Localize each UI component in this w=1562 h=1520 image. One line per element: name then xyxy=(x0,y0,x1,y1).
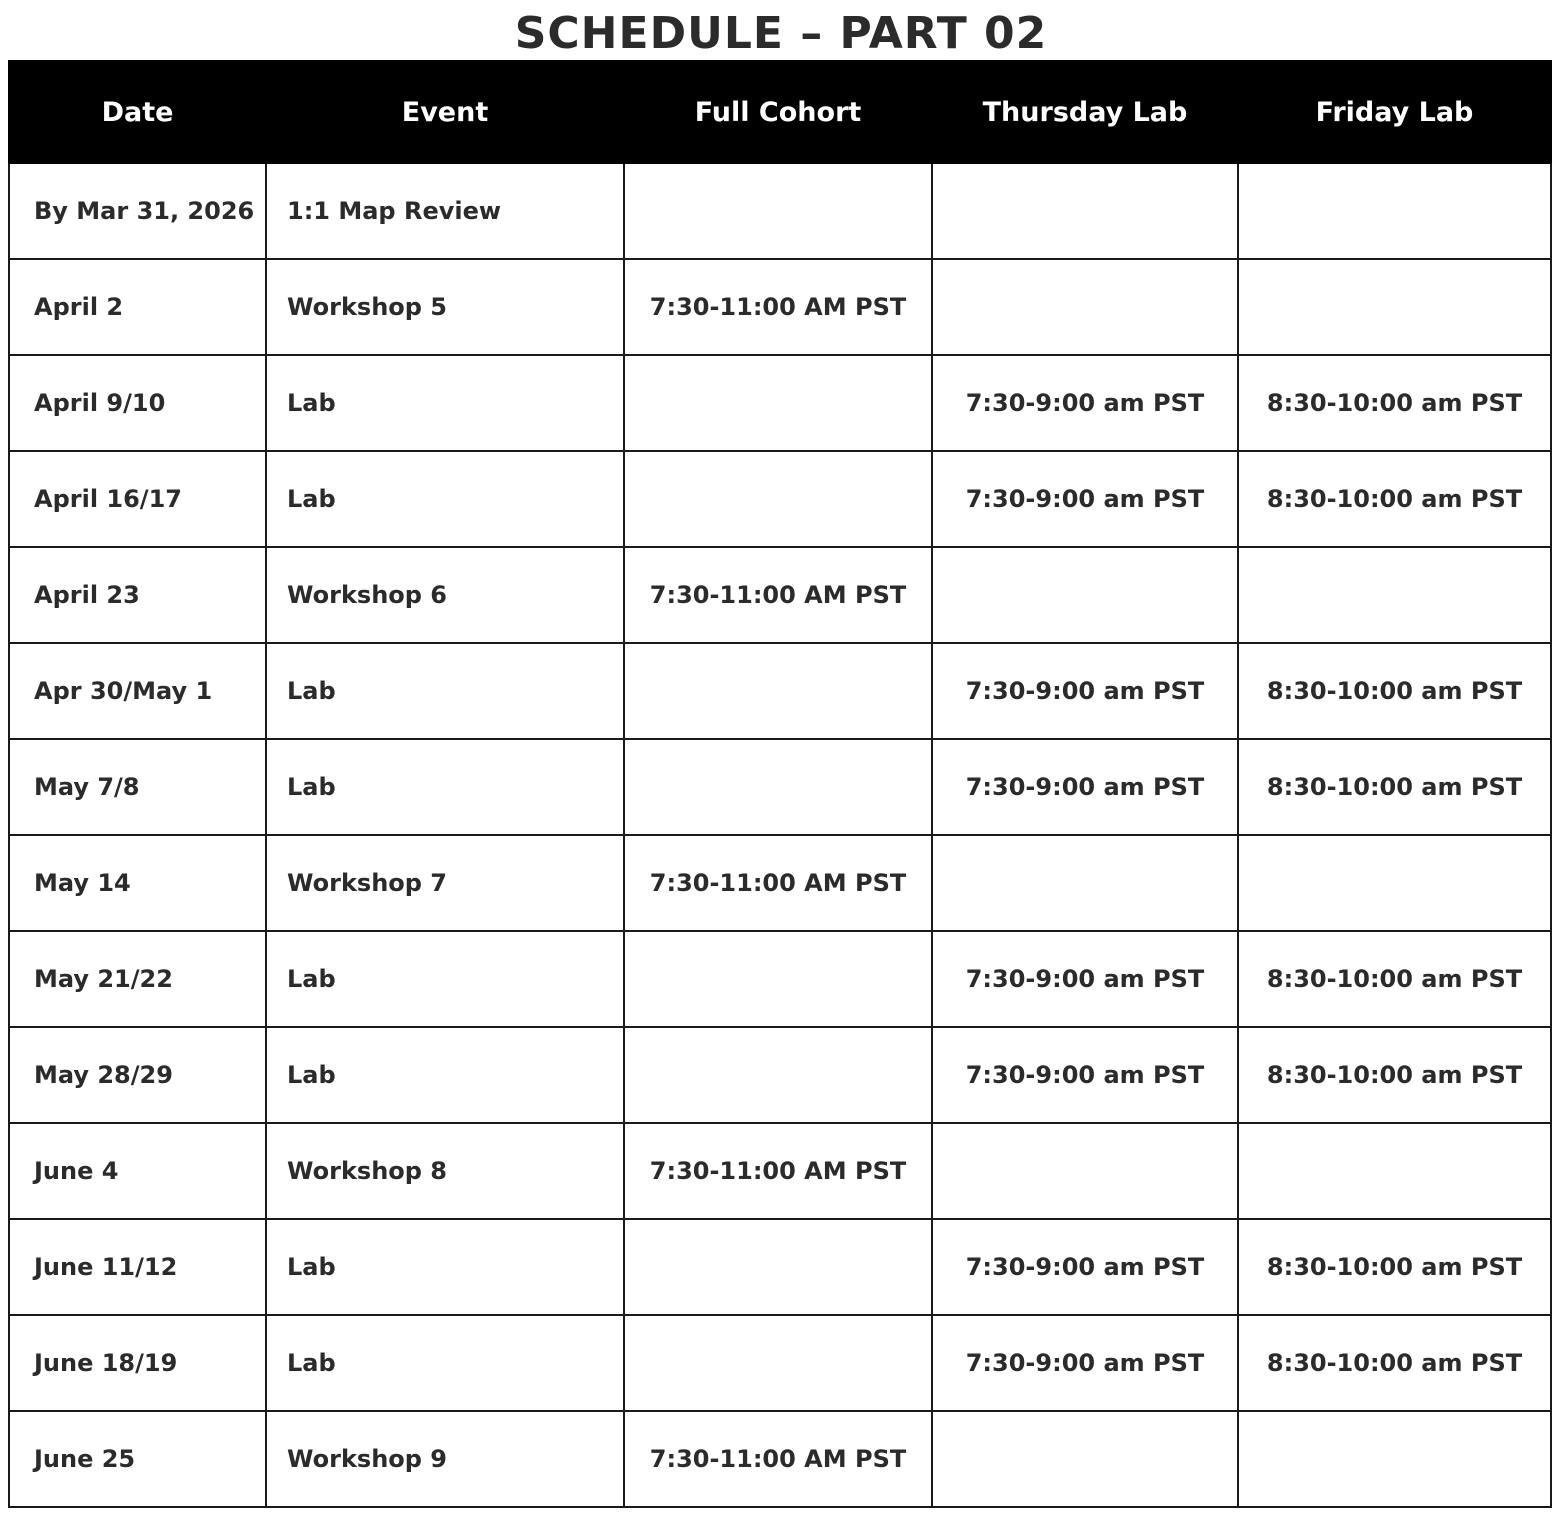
full-cohort-cell xyxy=(624,1027,932,1123)
thursday-lab-cell: 7:30-9:00 am PST xyxy=(932,355,1238,451)
friday-lab-cell: 8:30-10:00 am PST xyxy=(1238,1219,1551,1315)
thursday-lab-cell xyxy=(932,835,1238,931)
header-row xyxy=(9,61,1551,163)
full-cohort-cell: 7:30-11:00 AM PST xyxy=(624,1411,932,1507)
event-cell: Lab xyxy=(266,643,624,739)
table-row xyxy=(9,1219,1551,1315)
date-cell: June 25 xyxy=(9,1411,266,1507)
thursday-lab-cell xyxy=(932,259,1238,355)
table-row xyxy=(9,1027,1551,1123)
date-cell: June 11/12 xyxy=(9,1219,266,1315)
date-cell: June 18/19 xyxy=(9,1315,266,1411)
event-cell: Lab xyxy=(266,451,624,547)
table-row xyxy=(9,739,1551,835)
friday-lab-cell xyxy=(1238,547,1551,643)
event-cell: Lab xyxy=(266,1315,624,1411)
table-row xyxy=(9,451,1551,547)
event-cell: Workshop 6 xyxy=(266,547,624,643)
table-row xyxy=(9,931,1551,1027)
date-cell: June 4 xyxy=(9,1123,266,1219)
friday-lab-cell: 8:30-10:00 am PST xyxy=(1238,643,1551,739)
date-cell: May 28/29 xyxy=(9,1027,266,1123)
thursday-lab-cell: 7:30-9:00 am PST xyxy=(932,931,1238,1027)
column-header-date: Date xyxy=(9,61,266,163)
column-header-event: Event xyxy=(266,61,624,163)
full-cohort-cell xyxy=(624,163,932,259)
page-title: SCHEDULE – PART 02 xyxy=(514,8,1048,59)
event-cell: Workshop 5 xyxy=(266,259,624,355)
table-row xyxy=(9,547,1551,643)
friday-lab-cell: 8:30-10:00 am PST xyxy=(1238,1315,1551,1411)
friday-lab-cell: 8:30-10:00 am PST xyxy=(1238,739,1551,835)
date-cell: Apr 30/May 1 xyxy=(9,643,266,739)
event-cell: Workshop 7 xyxy=(266,835,624,931)
event-cell: Lab xyxy=(266,931,624,1027)
thursday-lab-cell xyxy=(932,1123,1238,1219)
thursday-lab-cell: 7:30-9:00 am PST xyxy=(932,643,1238,739)
column-header-friday-lab: Friday Lab xyxy=(1238,61,1551,163)
column-header-full-cohort: Full Cohort xyxy=(624,61,932,163)
thursday-lab-cell xyxy=(932,1411,1238,1507)
schedule-table xyxy=(8,60,1552,1508)
full-cohort-cell xyxy=(624,451,932,547)
full-cohort-cell xyxy=(624,1219,932,1315)
friday-lab-cell xyxy=(1238,1123,1551,1219)
event-cell: Lab xyxy=(266,1027,624,1123)
date-cell: May 7/8 xyxy=(9,739,266,835)
thursday-lab-cell: 7:30-9:00 am PST xyxy=(932,451,1238,547)
table-row xyxy=(9,163,1551,259)
table-row xyxy=(9,259,1551,355)
table-row xyxy=(9,1411,1551,1507)
friday-lab-cell: 8:30-10:00 am PST xyxy=(1238,451,1551,547)
full-cohort-cell xyxy=(624,355,932,451)
event-cell: Workshop 8 xyxy=(266,1123,624,1219)
event-cell: Workshop 9 xyxy=(266,1411,624,1507)
thursday-lab-cell: 7:30-9:00 am PST xyxy=(932,1315,1238,1411)
date-cell: April 2 xyxy=(9,259,266,355)
full-cohort-cell xyxy=(624,739,932,835)
date-cell: April 9/10 xyxy=(9,355,266,451)
friday-lab-cell: 8:30-10:00 am PST xyxy=(1238,355,1551,451)
full-cohort-cell: 7:30-11:00 AM PST xyxy=(624,259,932,355)
friday-lab-cell xyxy=(1238,259,1551,355)
full-cohort-cell: 7:30-11:00 AM PST xyxy=(624,835,932,931)
friday-lab-cell: 8:30-10:00 am PST xyxy=(1238,1027,1551,1123)
event-cell: Lab xyxy=(266,739,624,835)
full-cohort-cell xyxy=(624,931,932,1027)
table-row xyxy=(9,355,1551,451)
thursday-lab-cell: 7:30-9:00 am PST xyxy=(932,1219,1238,1315)
event-cell: Lab xyxy=(266,355,624,451)
event-cell: 1:1 Map Review xyxy=(266,163,624,259)
table-row xyxy=(9,1123,1551,1219)
full-cohort-cell: 7:30-11:00 AM PST xyxy=(624,547,932,643)
thursday-lab-cell: 7:30-9:00 am PST xyxy=(932,1027,1238,1123)
full-cohort-cell: 7:30-11:00 AM PST xyxy=(624,1123,932,1219)
full-cohort-cell xyxy=(624,643,932,739)
friday-lab-cell xyxy=(1238,1411,1551,1507)
thursday-lab-cell xyxy=(932,547,1238,643)
friday-lab-cell xyxy=(1238,163,1551,259)
date-cell: April 16/17 xyxy=(9,451,266,547)
date-cell: April 23 xyxy=(9,547,266,643)
table-row xyxy=(9,1315,1551,1411)
thursday-lab-cell: 7:30-9:00 am PST xyxy=(932,739,1238,835)
friday-lab-cell: 8:30-10:00 am PST xyxy=(1238,931,1551,1027)
event-cell: Lab xyxy=(266,1219,624,1315)
date-cell: May 21/22 xyxy=(9,931,266,1027)
table-row xyxy=(9,835,1551,931)
full-cohort-cell xyxy=(624,1315,932,1411)
schedule-body xyxy=(9,163,1551,1507)
friday-lab-cell xyxy=(1238,835,1551,931)
thursday-lab-cell xyxy=(932,163,1238,259)
date-cell: By Mar 31, 2026 xyxy=(9,163,266,259)
date-cell: May 14 xyxy=(9,835,266,931)
table-row xyxy=(9,643,1551,739)
column-header-thursday-lab: Thursday Lab xyxy=(932,61,1238,163)
